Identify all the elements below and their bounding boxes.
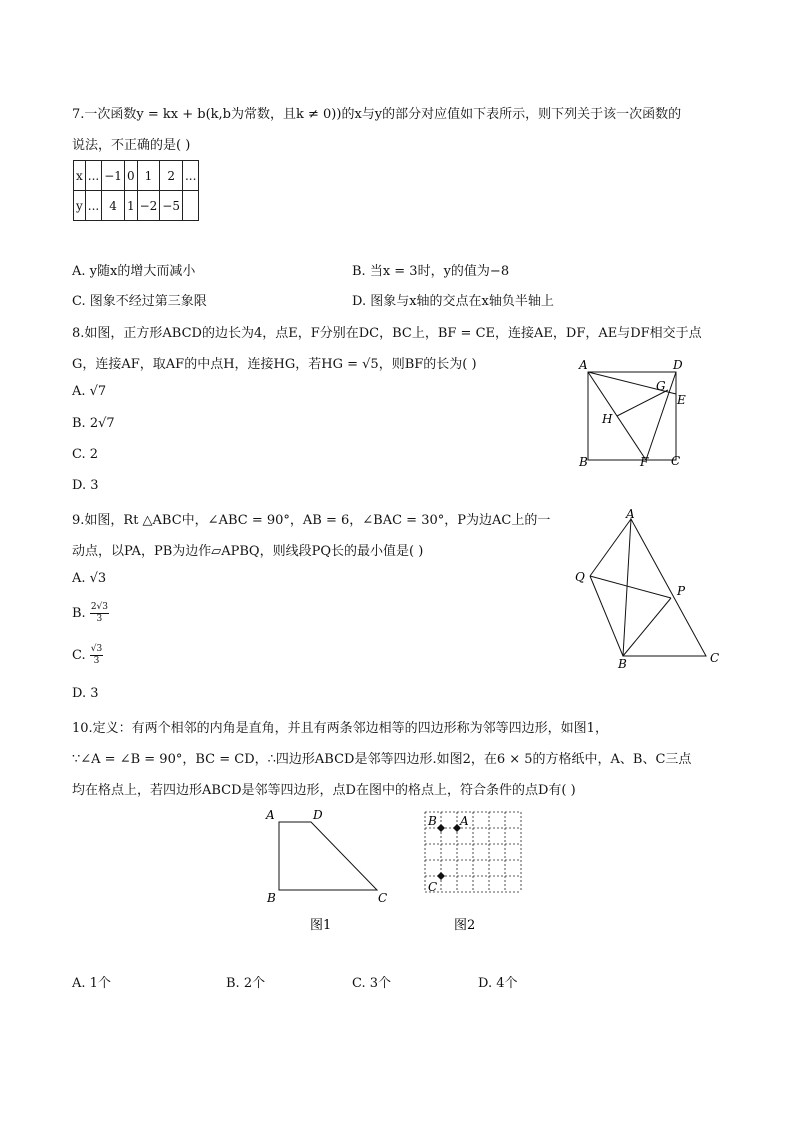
q8-stem-line1: 8.如图，正方形ABCD的边长为4，点E，F分别在DC，BC上，BF = CE，连接AE，DF，AE与DF相交于点 (72, 326, 702, 341)
q10-stem-line3: 均在格点上，若四边形ABCD是邻等四边形，点D在图中的格点上，符合条件的点D有( ) (72, 783, 576, 798)
q8-label-h: H (602, 412, 613, 426)
q9-label-p: P (677, 584, 686, 598)
q10-figure-2 (420, 802, 540, 942)
q9-option-c-prefix: C. (72, 648, 86, 663)
q8-option-d[interactable]: D. 3 (72, 478, 99, 493)
table-cell: −1 (102, 161, 125, 191)
q9-option-d[interactable]: D. 3 (72, 686, 99, 701)
q8-label-a: A (579, 358, 588, 372)
fraction-numerator: √3 (90, 644, 103, 654)
fig1-label-a: A (266, 808, 275, 822)
q9-option-a[interactable]: A. √3 (72, 571, 107, 586)
q8-option-a[interactable]: A. √7 (72, 384, 107, 399)
q9-option-b-prefix: B. (72, 606, 86, 621)
q7-stem-line1: 7.一次函数y = kx + b(k,b为常数，且k ≠ 0))的x与y的部分对应值如下表所示，则下列关于该一次函数的 (72, 107, 682, 122)
table-cell: ... (182, 161, 198, 191)
segment-bp (623, 598, 671, 656)
fraction-denominator: 3 (96, 614, 103, 624)
q9-option-b-fraction (90, 602, 109, 625)
table-cell (182, 191, 198, 221)
table-row (74, 161, 199, 191)
q8-label-f: F (640, 455, 649, 469)
q9-stem-line2: 动点，以PA，PB为边作▱APBQ，则线段PQ长的最小值是( ) (72, 544, 424, 559)
q9-label-b: B (618, 657, 627, 671)
figure-2-caption: 图2 (454, 918, 476, 933)
table-cell: −5 (160, 191, 183, 221)
table-cell: x (74, 161, 86, 191)
q8-label-e: E (677, 393, 686, 407)
fig2-label-b: B (428, 814, 437, 828)
q9-label-c: C (710, 651, 720, 665)
q9-option-c[interactable] (72, 644, 103, 667)
table-cell: ... (85, 161, 101, 191)
q9-label-q: Q (575, 570, 585, 584)
fig1-label-c: C (378, 891, 388, 905)
q10-option-d[interactable]: D. 4个 (478, 976, 518, 991)
grid-6x5 (425, 812, 521, 892)
table-cell: ... (85, 191, 101, 221)
table-cell: −2 (137, 191, 160, 221)
triangle-abc (623, 519, 706, 656)
q10-option-c[interactable]: C. 3个 (352, 976, 392, 991)
q10-option-a[interactable]: A. 1个 (72, 976, 111, 991)
grid-point-c (437, 872, 445, 880)
q8-stem-line2: G，连接AF，取AF的中点H，连接HG，若HG = √5，则BF的长为( ) (72, 357, 477, 372)
table-cell: y (74, 191, 86, 221)
q9-option-b[interactable] (72, 602, 109, 625)
segment-aq (590, 519, 631, 576)
q7-option-b[interactable]: B. 当x = 3时，y的值为−8 (352, 264, 510, 279)
q8-square-figure (570, 352, 700, 472)
table-cell: 4 (102, 191, 125, 221)
q9-label-a: A (626, 507, 635, 521)
segment-af (588, 372, 646, 460)
segment-qp (590, 576, 671, 598)
segment-hg (617, 390, 668, 416)
q8-label-b: B (579, 455, 588, 469)
q10-stem-line2: ∵∠A = ∠B = 90°，BC = CD，∴四边形ABCD是邻等四边形.如图2，在6 × 5的方格纸中，A、B、C三点 (72, 752, 692, 767)
q9-option-c-fraction (90, 644, 103, 667)
table-cell: 1 (137, 161, 160, 191)
q10-option-b[interactable]: B. 2个 (226, 976, 266, 991)
quadrilateral-abcd (279, 822, 377, 890)
table-cell: 1 (124, 191, 137, 221)
segment-qb (590, 576, 623, 656)
q8-label-c: C (671, 454, 681, 468)
q9-triangle-figure (570, 506, 725, 676)
q9-stem-line1: 9.如图，Rt △ABC中，∠ABC = 90°，AB = 6，∠BAC = 30°，P为边AC上的一 (72, 513, 551, 528)
q7-value-table (73, 160, 199, 221)
figure-1-caption: 图1 (310, 918, 332, 933)
grid-point-b (437, 824, 445, 832)
q8-label-d: D (673, 358, 683, 372)
q8-option-c[interactable]: C. 2 (72, 447, 99, 462)
q8-label-g: G (656, 379, 666, 393)
fig1-label-b: B (267, 891, 276, 905)
fig2-label-a: A (460, 814, 469, 828)
q7-option-a[interactable]: A. y随x的增大而减小 (72, 264, 196, 279)
q7-option-d[interactable]: D. 图象与x轴的交点在x轴负半轴上 (352, 294, 554, 309)
table-cell: 0 (124, 161, 137, 191)
fig2-label-c: C (428, 880, 438, 894)
table-row (74, 191, 199, 221)
q10-stem-line1: 10.定义：有两个相邻的内角是直角，并且有两条邻边相等的四边形称为邻等四边形，如图1， (72, 721, 608, 736)
fraction-denominator: 3 (93, 656, 100, 666)
q7-stem-line2: 说法，不正确的是( ) (72, 138, 191, 153)
q10-figure-1 (258, 802, 398, 942)
table-cell: 2 (160, 161, 183, 191)
q7-option-c[interactable]: C. 图象不经过第三象限 (72, 294, 207, 309)
fig1-label-d: D (313, 808, 323, 822)
fraction-numerator: 2√3 (90, 602, 109, 612)
q8-option-b[interactable]: B. 2√7 (72, 416, 115, 431)
